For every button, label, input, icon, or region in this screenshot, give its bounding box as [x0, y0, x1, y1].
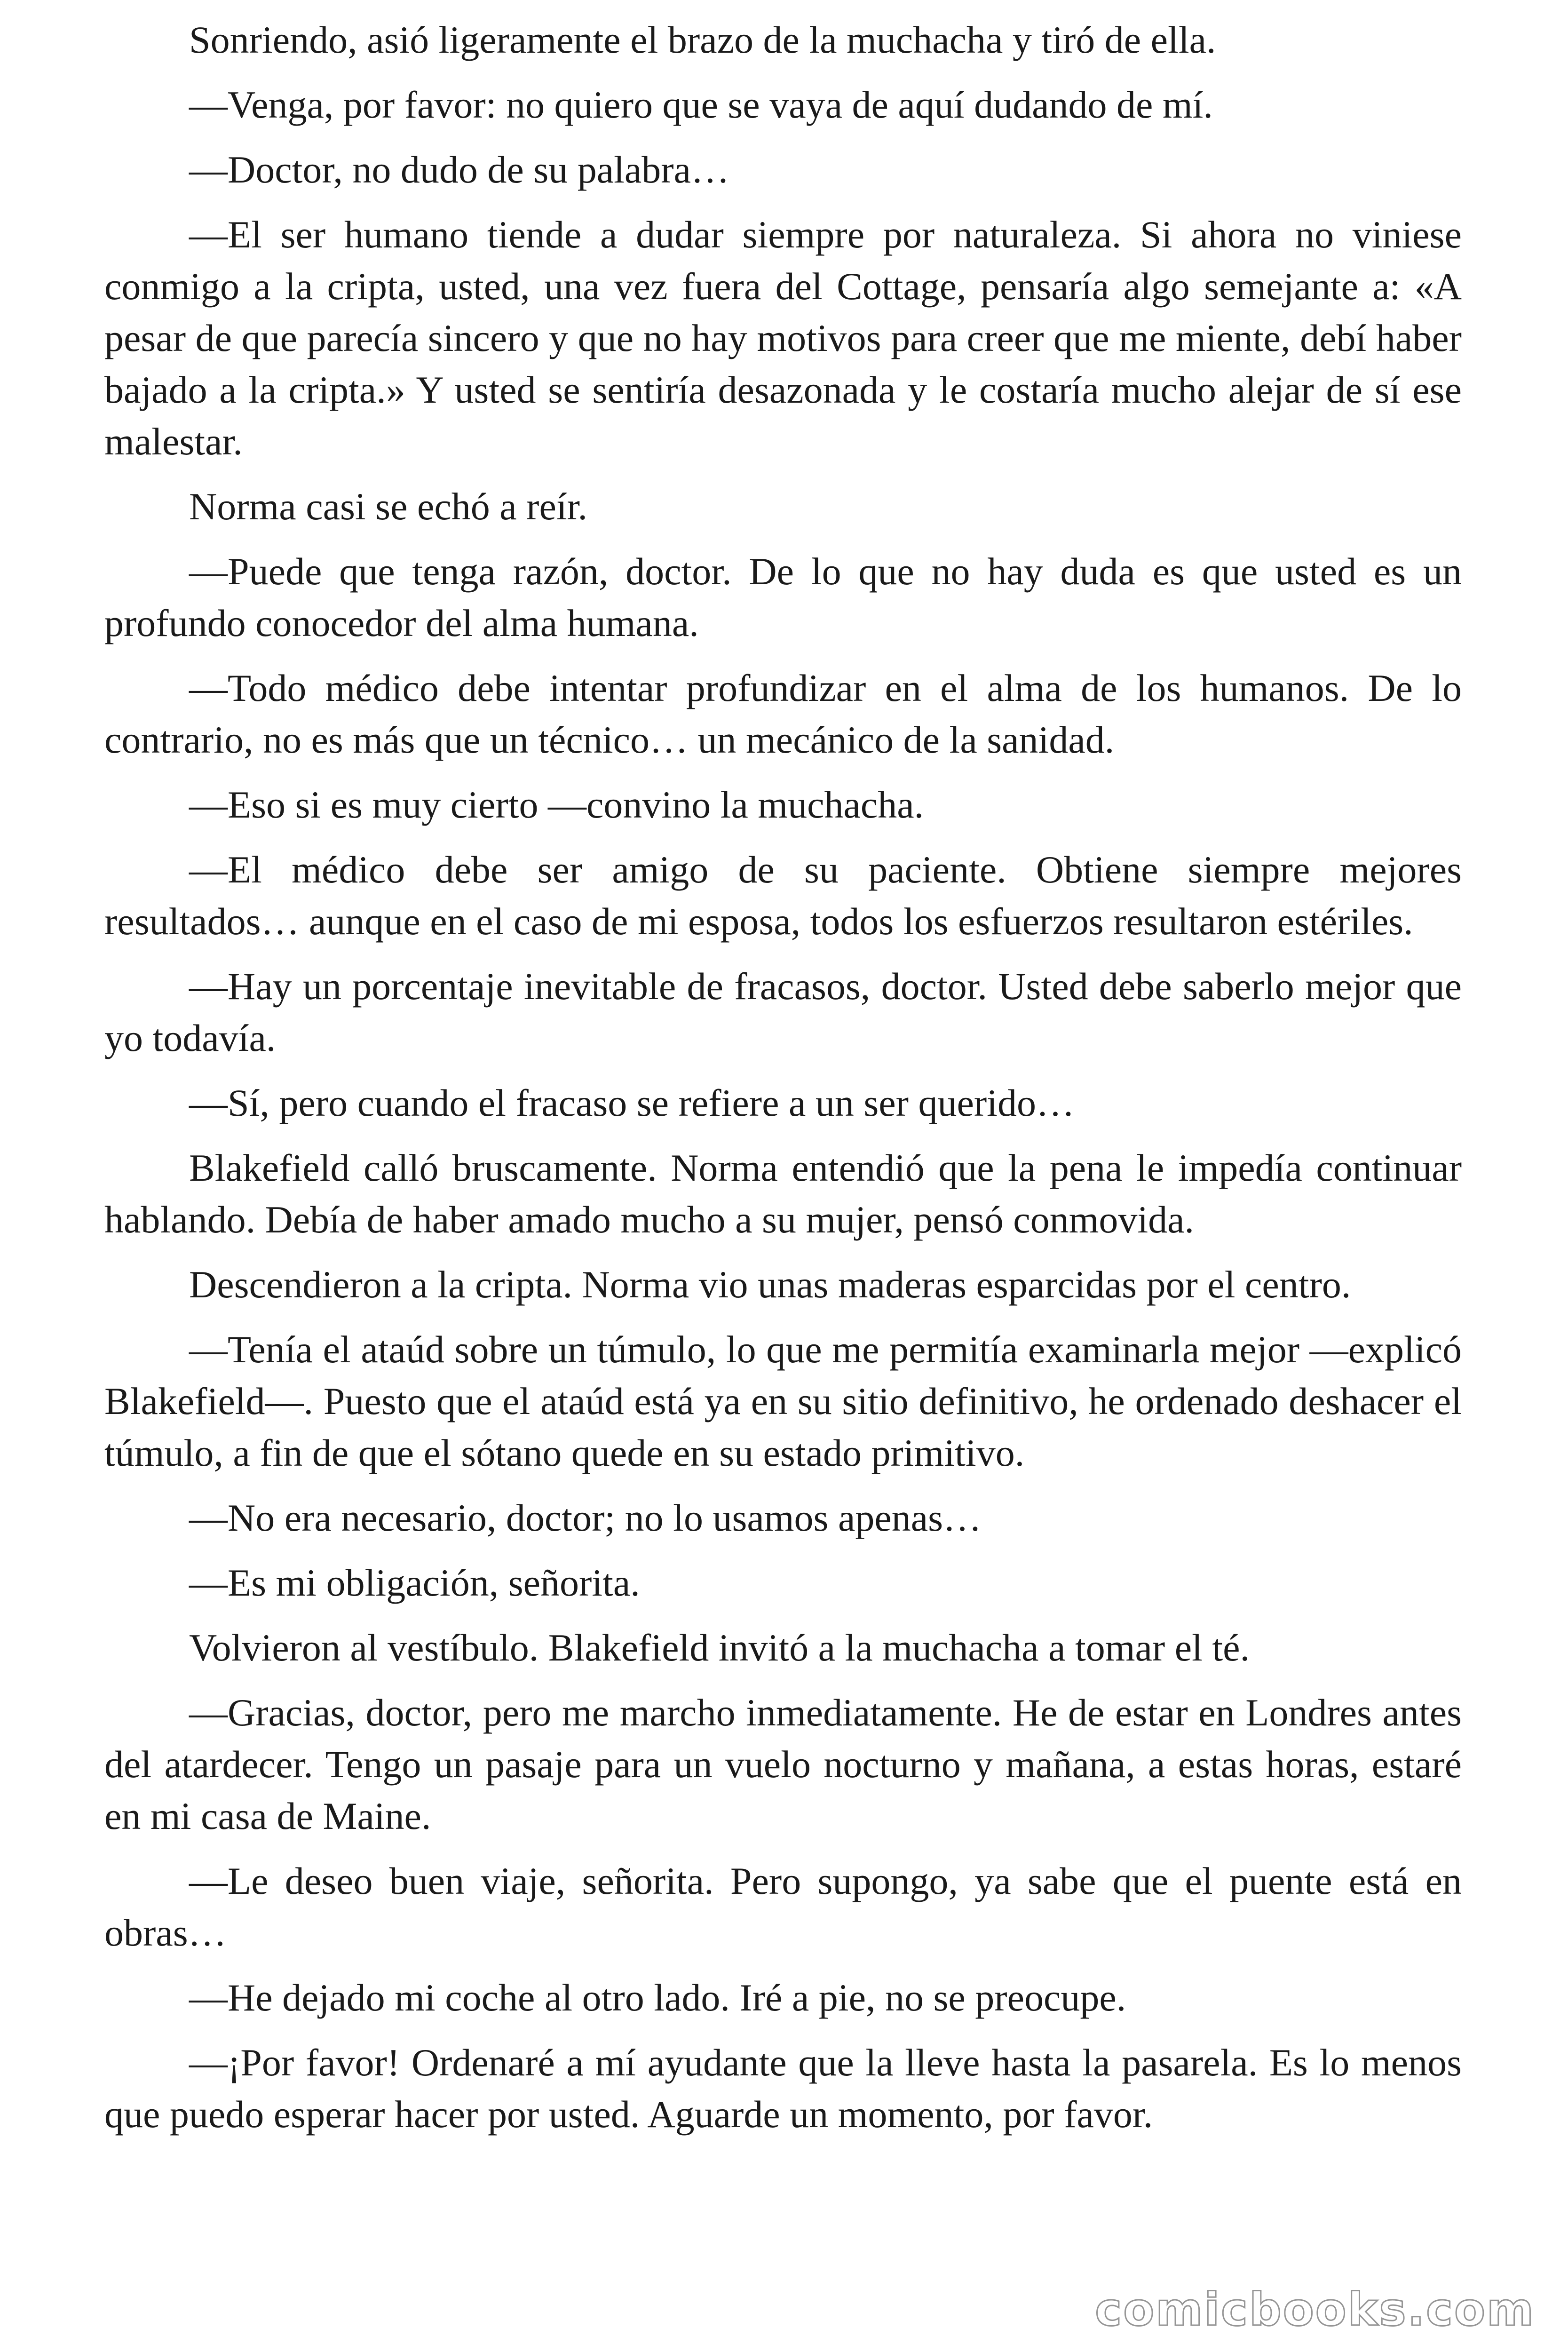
paragraph: Norma casi se echó a reír.	[189, 485, 587, 528]
paragraph: —¡Por favor! Ordenaré a mí ayudante que la lleve hasta la pasarela. Es lo menos que puedo esperar hacer por usted. Aguarde un momento, por favor.	[104, 2041, 1462, 2136]
paragraph: Volvieron al vestíbulo. Blakefield invitó a la muchacha a tomar el té.	[189, 1626, 1250, 1669]
paragraph: —Eso si es muy cierto —convino la muchacha.	[189, 783, 924, 826]
paragraph: Descendieron a la cripta. Norma vio unas maderas esparcidas por el centro.	[189, 1263, 1351, 1306]
paragraph: —Todo médico debe intentar profundizar en el alma de los humanos. De lo contrario, no es más que un técnico… un mecánico de la sanidad.	[104, 667, 1462, 761]
paragraph: —Hay un porcentaje inevitable de fracasos, doctor. Usted debe saberlo mejor que yo todavía.	[104, 965, 1462, 1059]
paragraph: Sonriendo, asió ligeramente el brazo de la muchacha y tiró de ella.	[189, 18, 1216, 61]
paragraph: —Venga, por favor: no quiero que se vaya de aquí dudando de mí.	[189, 83, 1213, 126]
book-page-text	[104, 14, 1462, 2153]
paragraph: —Sí, pero cuando el fracaso se refiere a un ser querido…	[189, 1081, 1075, 1124]
paragraph: —Doctor, no dudo de su palabra…	[189, 148, 730, 191]
paragraph: —He dejado mi coche al otro lado. Iré a pie, no se preocupe.	[189, 1976, 1126, 2019]
paragraph: —No era necesario, doctor; no lo usamos apenas…	[189, 1496, 982, 1539]
paragraph: Blakefield calló bruscamente. Norma entendió que la pena le impedía continuar hablando. Debía de haber amado mucho a su mujer, pensó conmovida.	[104, 1146, 1462, 1241]
paragraph: —Tenía el ataúd sobre un túmulo, lo que me permitía examinarla mejor —explicó Blakefield—. Puesto que el ataúd está ya en su sitio definitivo, he ordenado deshacer el túmulo, a fin de que el sótano quede en su estado primitivo.	[104, 1328, 1462, 1474]
paragraph: —El médico debe ser amigo de su paciente. Obtiene siempre mejores resultados… aunque en el caso de mi esposa, todos los esfuerzos resultaron estériles.	[104, 848, 1462, 943]
paragraph: —Le deseo buen viaje, señorita. Pero supongo, ya sabe que el puente está en obras…	[104, 1859, 1462, 1954]
paragraph: —El ser humano tiende a dudar siempre por naturaleza. Si ahora no viniese conmigo a la cripta, usted, una vez fuera del Cottage, pensaría algo semejante a: «A pesar de que parecía sincero y que no hay motivos para creer que me miente, debí haber bajado a la cripta.» Y usted se sentiría desazonada y le costaría mucho alejar de sí ese malestar.	[104, 213, 1462, 463]
watermark-logo: comicbooks.com	[1095, 2283, 1535, 2336]
paragraph: —Puede que tenga razón, doctor. De lo que no hay duda es que usted es un profundo conocedor del alma humana.	[104, 550, 1462, 644]
paragraph: —Es mi obligación, señorita.	[189, 1561, 640, 1604]
paragraph: —Gracias, doctor, pero me marcho inmediatamente. He de estar en Londres antes del atardecer. Tengo un pasaje para un vuelo nocturno y mañana, a estas horas, estaré en mi casa de Maine.	[104, 1691, 1462, 1837]
